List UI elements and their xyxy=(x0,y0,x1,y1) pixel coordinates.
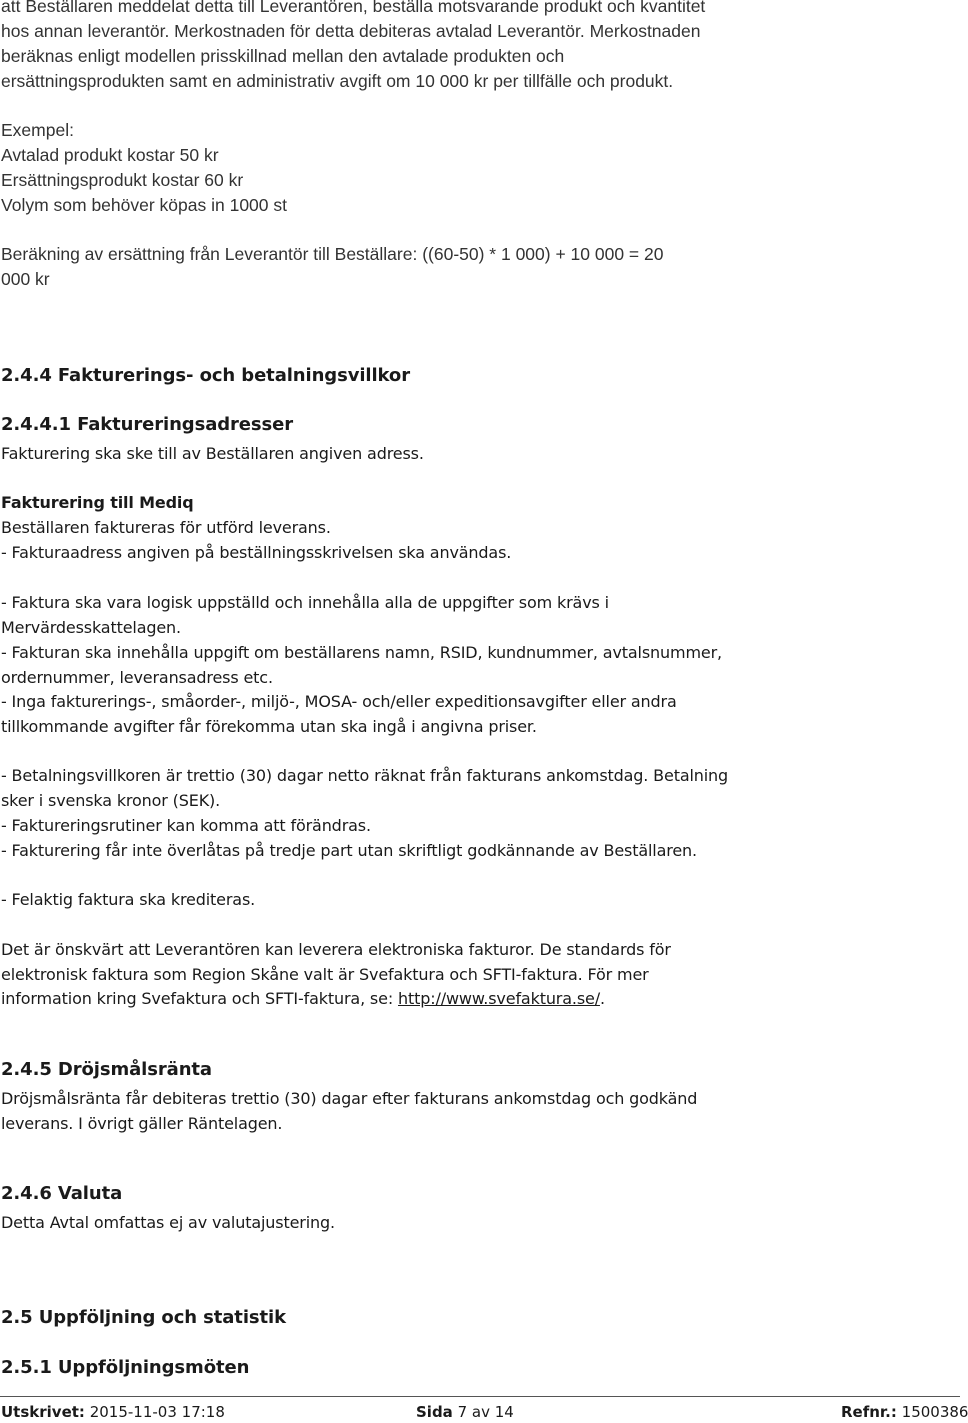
late-interest-line-2: leverans. I övrigt gäller Räntelagen. xyxy=(1,1114,283,1133)
page-number xyxy=(416,1403,514,1421)
page-value: 7 av 14 xyxy=(457,1403,514,1421)
currency-line: Detta Avtal omfattas ej av valutajustering. xyxy=(1,1213,335,1232)
section-heading-2-4-6: 2.4.6 Valuta xyxy=(1,1183,123,1204)
printed-value: 2015-11-03 17:18 xyxy=(89,1403,225,1421)
ref-value: 1500386 xyxy=(901,1403,968,1421)
page-label: Sida xyxy=(416,1403,453,1421)
example-line-3: Volym som behöver köpas in 1000 st xyxy=(1,195,287,215)
paragraph-invoice-address: Fakturering ska ske till av Beställaren angiven adress. xyxy=(1,444,424,463)
mediq-line-4: Mervärdesskattelagen. xyxy=(1,618,181,637)
invoice-routines-line: - Faktureringsrutiner kan komma att förändras. xyxy=(1,816,371,835)
section-heading-2-4-5: 2.4.5 Dröjsmålsränta xyxy=(1,1059,212,1080)
mediq-line-1: Beställaren faktureras för utförd leverans. xyxy=(1,518,331,537)
section-heading-2-4-4: 2.4.4 Fakturerings- och betalningsvillkor xyxy=(1,365,410,386)
example-line-2: Ersättningsprodukt kostar 60 kr xyxy=(1,170,244,190)
mediq-line-7: - Inga fakturerings-, småorder-, miljö-, MOSA- och/eller expeditionsavgifter eller andra xyxy=(1,692,677,711)
mediq-line-2: - Fakturaadress angiven på beställningsskrivelsen ska användas. xyxy=(1,543,512,562)
einvoice-text: information kring Svefaktura och SFTI-faktura, se: xyxy=(1,989,398,1008)
svefaktura-link[interactable]: http://www.svefaktura.se/ xyxy=(398,989,600,1008)
mediq-line-6: ordernummer, leveransadress etc. xyxy=(1,668,273,687)
einvoice-line-3 xyxy=(1,987,605,1011)
printed-timestamp xyxy=(1,1403,225,1421)
intro-line-4: ersättningsprodukten samt en administrativ avgift om 10 000 kr per tillfälle och produkt. xyxy=(1,71,674,91)
einvoice-line-2: elektronisk faktura som Region Skåne valt är Svefaktura och SFTI-faktura. För mer xyxy=(1,965,649,984)
subsection-heading-2-4-4-1: 2.4.4.1 Faktureringsadresser xyxy=(1,414,294,435)
printed-label: Utskrivet: xyxy=(1,1403,85,1421)
intro-line-1: att Beställaren meddelat detta till Leverantören, beställa motsvarande produkt och kvantitet xyxy=(1,0,706,16)
example-line-1: Avtalad produkt kostar 50 kr xyxy=(1,145,219,165)
intro-line-2: hos annan leverantör. Merkostnaden för detta debiteras avtalad Leverantör. Merkostnaden xyxy=(1,21,701,41)
mediq-line-5: - Fakturan ska innehålla uppgift om beställarens namn, RSID, kundnummer, avtalsnummer, xyxy=(1,643,722,662)
invoice-transfer-line: - Fakturering får inte överlåtas på tredje part utan skriftligt godkännande av Beställaren. xyxy=(1,841,697,860)
mediq-line-3: - Faktura ska vara logisk uppställd och innehålla alla de uppgifter som krävs i xyxy=(1,593,609,612)
reference-number xyxy=(841,1403,968,1421)
einvoice-line-1: Det är önskvärt att Leverantören kan leverera elektroniska fakturor. De standards för xyxy=(1,940,671,959)
section-heading-2-5: 2.5 Uppföljning och statistik xyxy=(1,1307,286,1328)
einvoice-period: . xyxy=(599,989,605,1008)
subsection-heading-2-5-1: 2.5.1 Uppföljningsmöten xyxy=(1,1357,250,1378)
ref-label: Refnr.: xyxy=(841,1403,897,1421)
calculation-line-2: 000 kr xyxy=(1,269,50,289)
mediq-line-8: tillkommande avgifter får förekomma utan ska ingå i angivna priser. xyxy=(1,717,537,736)
calculation-line-1: Beräkning av ersättning från Leverantör till Beställare: ((60-50) * 1 000) + 10 000 = 20 xyxy=(1,244,664,264)
payment-terms-line-2: sker i svenska kronor (SEK). xyxy=(1,791,221,810)
page-footer xyxy=(0,1396,968,1423)
incorrect-invoice-line: - Felaktig faktura ska krediteras. xyxy=(1,890,256,909)
late-interest-line-1: Dröjsmålsränta får debiteras trettio (30) dagar efter fakturans ankomstdag och godkänd xyxy=(1,1089,698,1108)
example-label: Exempel: xyxy=(1,120,74,140)
payment-terms-line-1: - Betalningsvillkoren är trettio (30) dagar netto räknat från fakturans ankomstdag. Betalning xyxy=(1,766,729,785)
intro-line-3: beräknas enligt modellen prisskillnad mellan den avtalade produkten och xyxy=(1,46,565,66)
mediq-heading: Fakturering till Mediq xyxy=(1,493,194,512)
